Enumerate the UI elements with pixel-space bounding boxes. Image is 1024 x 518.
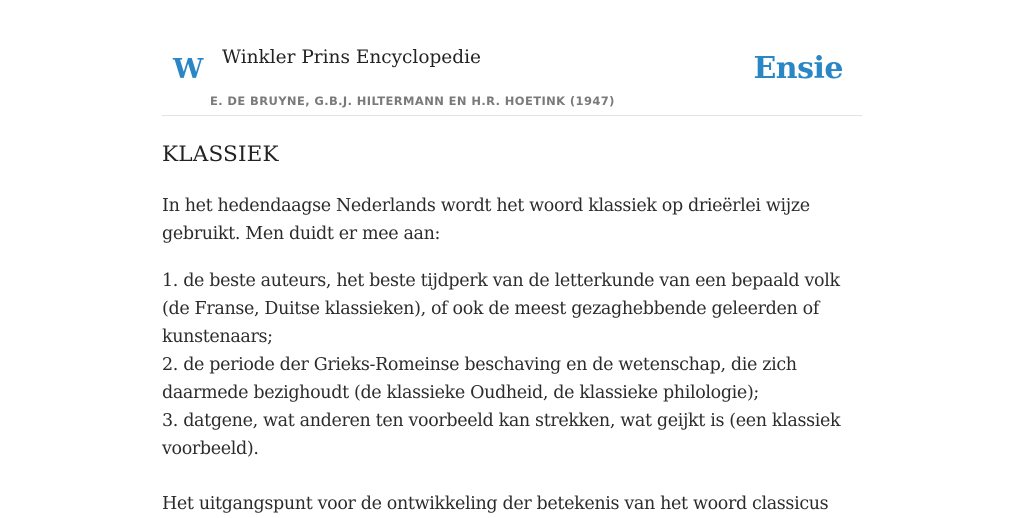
- article-body: [162, 138, 862, 518]
- article-continuation: Het uitgangspunt voor de ontwikkeling der betekenis van het woord classicus: [162, 494, 829, 514]
- meaning-item: 2. de periode der Grieks-Romeinse beschaving en de wetenschap, die zich daarmede bezighoudt (de klassieke Oudheid, de klassieke philologie);: [162, 355, 797, 403]
- article-headword: KLASSIEK: [162, 142, 279, 167]
- meaning-item: 1. de beste auteurs, het beste tijdperk van de letterkunde van een bepaald volk (de Franse, Duitse klassieken), of ook de meest gezaghebbende geleerden of kunstenaars;: [162, 271, 840, 347]
- source-logo[interactable]: W: [173, 54, 204, 85]
- source-title[interactable]: Winkler Prins Encyclopedie: [222, 47, 481, 68]
- header-divider: [162, 115, 862, 116]
- article-intro: In het hedendaagse Nederlands wordt het woord klassiek op drieërlei wijze gebruikt. Men duidt er mee aan:: [162, 196, 810, 244]
- meaning-item: 3. datgene, wat anderen ten voorbeeld kan strekken, wat geijkt is (een klassiek voorbeeld).: [162, 411, 841, 459]
- ensie-logo[interactable]: Ensie: [753, 51, 843, 86]
- source-authors: E. DE BRUYNE, G.B.J. HILTERMANN EN H.R. HOETINK (1947): [210, 94, 615, 108]
- meanings-list: [162, 267, 862, 463]
